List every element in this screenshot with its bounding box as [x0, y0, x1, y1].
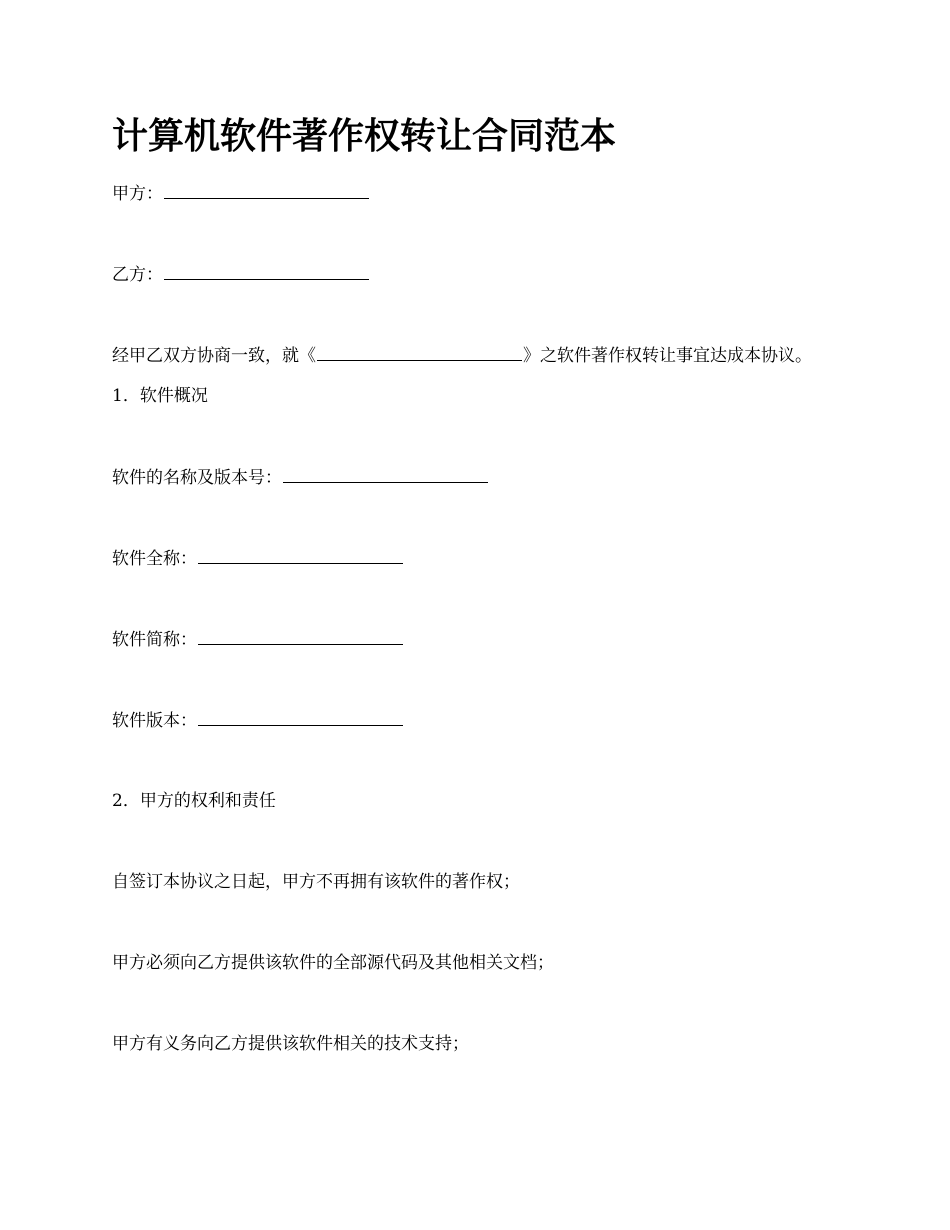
software-name-label: 软件的名称及版本号： — [112, 468, 282, 488]
agreement-statement — [112, 343, 812, 368]
clause-2: 甲方必须向乙方提供该软件的全部源代码及其他相关文档； — [112, 953, 554, 973]
version-blank[interactable] — [198, 708, 403, 726]
software-name-blank[interactable] — [283, 465, 488, 483]
party-b-line — [112, 262, 370, 287]
section-2-heading: 2．甲方的权利和责任 — [112, 791, 276, 811]
full-name-label: 软件全称： — [112, 549, 197, 569]
version-line — [112, 708, 404, 733]
document-title: 计算机软件著作权转让合同范本 — [112, 115, 617, 157]
clause-1: 自签订本协议之日起，甲方不再拥有该软件的著作权； — [112, 872, 520, 892]
party-a-line — [112, 181, 370, 206]
short-name-line — [112, 627, 404, 652]
short-name-label: 软件简称： — [112, 630, 197, 650]
clause-3: 甲方有义务向乙方提供该软件相关的技术支持； — [112, 1034, 469, 1054]
party-b-label: 乙方： — [112, 265, 163, 285]
party-a-label: 甲方： — [112, 184, 163, 204]
software-name-line — [112, 465, 489, 490]
version-label: 软件版本： — [112, 711, 197, 731]
party-b-blank[interactable] — [164, 262, 369, 280]
agreement-suffix: 》之软件著作权转让事宜达成本协议。 — [523, 346, 812, 366]
party-a-blank[interactable] — [164, 181, 369, 199]
section-1-heading: 1．软件概况 — [112, 386, 208, 406]
full-name-line — [112, 546, 404, 571]
software-title-blank[interactable] — [317, 343, 522, 361]
agreement-prefix: 经甲乙双方协商一致，就《 — [112, 346, 316, 366]
full-name-blank[interactable] — [198, 546, 403, 564]
short-name-blank[interactable] — [198, 627, 403, 645]
